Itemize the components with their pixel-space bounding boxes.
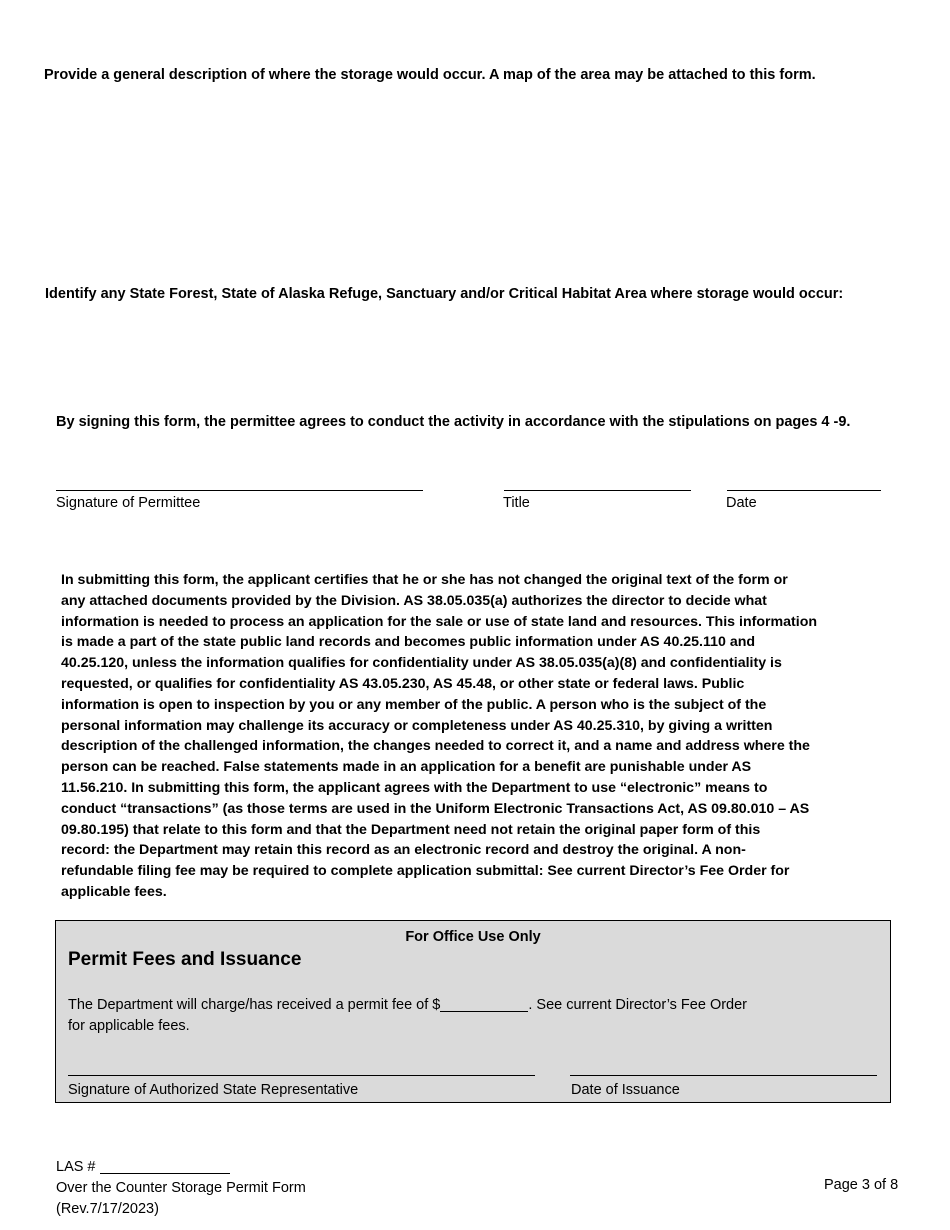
certification-line: In submitting this form, the applicant certifies that he or she has not changed the original text of the form or [61,572,788,588]
office-use-box [55,920,891,1103]
certification-line: refundable filing fee may be required to complete application submittal: See current Director’s Fee Order for [61,863,790,880]
permit-fee-statement [68,995,828,1037]
agreement-statement: By signing this form, the permittee agrees to conduct the activity in accordance with the stipulations on pages 4 -9. [56,414,851,430]
issuance-date-label: Date of Issuance [571,1082,680,1098]
form-revision: (Rev.7/17/2023) [56,1201,159,1217]
certification-line: any attached documents provided by the Division. AS 38.05.035(a) authorizes the director to decide what [61,592,767,609]
footer-block [56,1157,306,1220]
certification-line: information is open to inspection by you or any member of the public. A person who is the subject of the [61,696,767,713]
state-rep-signature-line[interactable] [68,1075,535,1076]
date-line[interactable] [727,490,881,491]
permittee-signature-label: Signature of Permittee [56,495,201,511]
permit-fees-heading: Permit Fees and Issuance [68,949,302,970]
storage-location-question: Provide a general description of where the storage would occur. A map of the area may be attached to this form. [44,67,816,83]
certification-line: applicable fees. [61,883,167,900]
certification-line: 11.56.210. In submitting this form, the applicant agrees with the Department to use “electronic” means to [61,779,768,796]
fee-text-before: The Department will charge/has received a permit fee of $ [68,997,441,1013]
certification-line: conduct “transactions” (as those terms are used in the Uniform Electronic Transactions Act, AS 09.80.010 – AS [61,800,810,817]
fee-text-line2: for applicable fees. [68,1018,190,1034]
certification-line: requested, or qualifies for confidentiality AS 43.05.230, AS 45.48, or other state or federal laws. Public [61,675,745,692]
certification-line: person can be reached. False statements made in an application for a benefit are punishable under AS [61,759,752,776]
state-rep-signature-label: Signature of Authorized State Representative [68,1082,359,1098]
certification-line: is made a part of the state public land records and becomes public information under AS 40.25.110 and [61,634,756,651]
date-label: Date [726,495,757,511]
protected-area-question: Identify any State Forest, State of Alaska Refuge, Sanctuary and/or Critical Habitat Area where storage would occur: [45,286,844,302]
certification-line: personal information may challenge its accuracy or completeness under AS 40.25.310, by giving a written [61,717,773,734]
las-label: LAS # [56,1159,96,1175]
protected-area-answer-area[interactable] [45,308,905,398]
storage-location-answer-area[interactable] [44,90,904,270]
certification-line: record: the Department may retain this record as an electronic record and destroy the original. A non- [61,842,746,859]
permittee-signature-line[interactable] [56,490,423,491]
form-name: Over the Counter Storage Permit Form [56,1180,306,1196]
certification-line: 09.80.195) that relate to this form and that the Department need not retain the original paper form of this [61,821,761,838]
las-number [56,1157,306,1178]
permit-fee-amount-field[interactable] [440,996,528,1012]
fee-text-after: . See current Director’s Fee Order [528,997,748,1013]
certification-paragraph [61,570,861,903]
certification-line: description of the challenged information, the changes needed to correct it, and a name and address where the [61,738,810,755]
certification-line: 40.25.120, unless the information qualifies for confidentiality under AS 38.05.035(a)(8) and confidentiality is [61,655,782,672]
page-number: Page 3 of 8 [824,1177,899,1193]
title-label: Title [503,495,530,511]
title-line[interactable] [504,490,691,491]
office-use-title: For Office Use Only [405,929,541,945]
las-number-field[interactable] [100,1158,230,1174]
issuance-date-line[interactable] [570,1075,877,1076]
certification-line: information is needed to process an application for the sale or use of state land and resources. This information [61,613,818,630]
